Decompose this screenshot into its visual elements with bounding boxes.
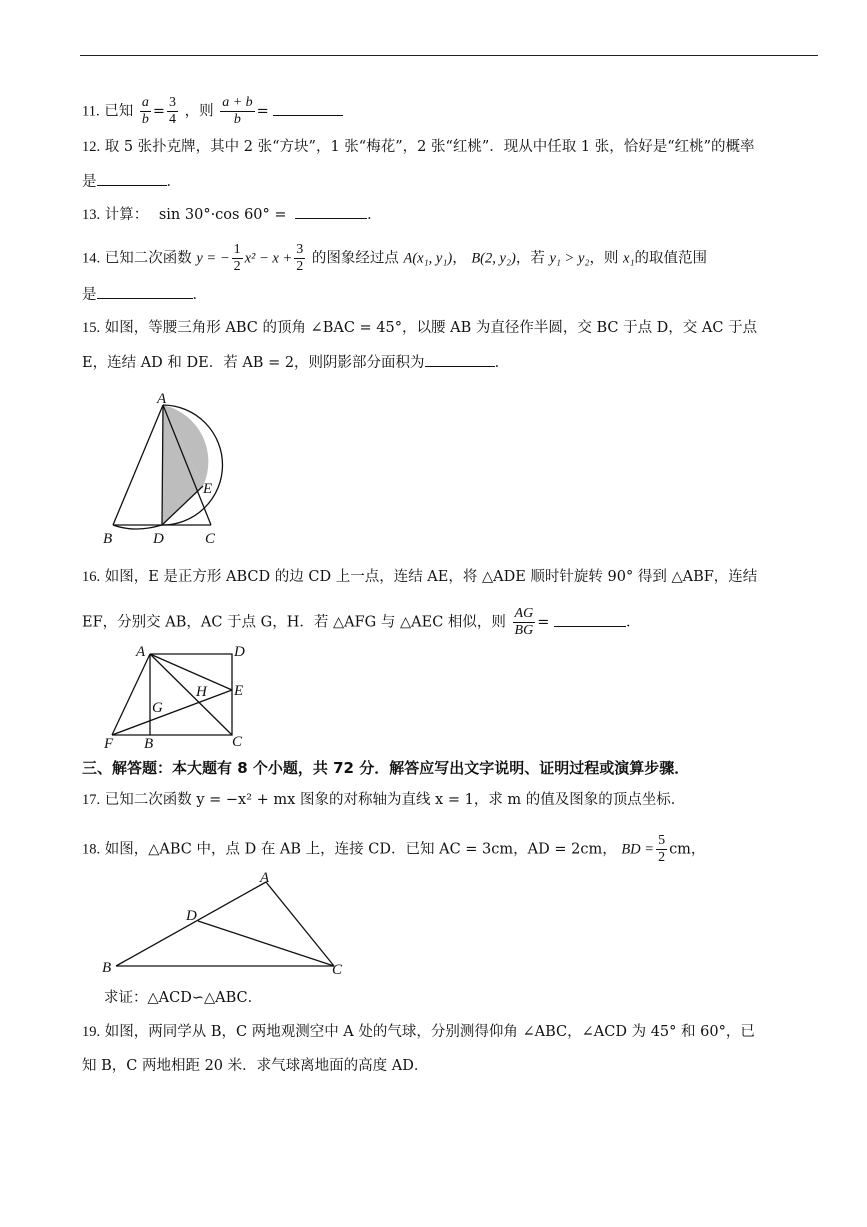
q16-line1: 如图，E 是正方形 ABCD 的边 CD 上一点，连结 AE，将 △ADE 顺时针旋转 90° 得到 △ABF，连结 [104, 569, 758, 585]
question-number: 13. [82, 207, 101, 223]
question-number: 12. [82, 139, 101, 155]
label-b: B [102, 960, 112, 976]
figure-18 [98, 868, 358, 980]
question-18: 18. 如图，△ABC 中，点 D 在 AB 上，连接 CD．已知 AC = 3cm，AD = 2cm， BD = $\frac{5}{2}$ cm， [82, 833, 706, 865]
q11-frac-ab: $\frac{a}{b}$ [141, 95, 149, 127]
q11-text-b: ，则 [184, 103, 214, 120]
answer-blank[interactable] [425, 352, 495, 367]
q18-proof: 求证：△ACD∽△ABC． [104, 990, 263, 1006]
label-g: G [152, 700, 163, 716]
label-a: A [157, 391, 167, 407]
label-d: D [153, 531, 164, 547]
label-a: A [260, 870, 270, 886]
answer-blank[interactable] [97, 171, 167, 186]
q19-line1: 如图，两同学从 B，C 两地观测空中 A 处的气球，分别测得仰角 ∠ABC，∠ACD 为 45° 和 60°，已 [104, 1024, 755, 1040]
question-number: 19. [82, 1024, 101, 1040]
label-a: A [136, 644, 146, 660]
q19-line2: 知 B，C 两地相距 20 米．求气球离地面的高度 AD． [82, 1058, 429, 1074]
q18-text: 如图，△ABC 中，点 D 在 AB 上，连接 CD．已知 AC = 3cm，AD = 2cm， [104, 841, 617, 858]
question-13: 13. 计算： sin 30°·cos 60° = ． [82, 204, 382, 225]
answer-blank[interactable] [554, 612, 626, 627]
label-b: B [103, 531, 113, 547]
q14-expr: y = − [196, 250, 230, 267]
label-e: E [234, 683, 244, 699]
question-19 [82, 1022, 755, 1042]
figure-16 [100, 642, 260, 754]
label-e: E [203, 481, 213, 497]
q13-text: 计算： [104, 207, 149, 223]
question-number: 15. [82, 320, 101, 336]
point-a: A(x₁, y₁) [403, 250, 453, 267]
question-15-line2: E，连结 AD 和 DE．若 AB = 2，则阴影部分面积为 ． [82, 352, 509, 373]
label-c: C [232, 734, 243, 750]
question-14-line2: 是 ． [82, 284, 207, 305]
q11-eq1: = [152, 103, 165, 120]
section-3-heading: 三、解答题：本大题有 8 个小题，共 72 分．解答应写出文字说明、证明过程或演算步骤． [82, 759, 690, 777]
label-c: C [332, 962, 343, 978]
question-number: 16. [82, 569, 101, 585]
question-number: 17. [82, 792, 101, 808]
q17-text: 已知二次函数 y = −x² + mx 图象的对称轴为直线 x = 1，求 m 的值及图象的顶点坐标． [104, 792, 686, 808]
q12-line1: 取 5 张扑克牌，其中 2 张“方块”，1 张“梅花”，2 张“红桃”．现从中任取 1 张，恰好是“红桃”的概率 [104, 139, 755, 155]
label-d: D [234, 644, 245, 660]
answer-blank[interactable] [97, 284, 193, 299]
label-d: D [186, 908, 197, 924]
q11-frac-34: $\frac{3}{4}$ [168, 95, 176, 127]
question-12 [82, 137, 755, 157]
figure-15 [95, 385, 230, 550]
question-19-line2 [82, 1056, 428, 1076]
label-c: C [205, 531, 216, 547]
answer-blank[interactable] [273, 101, 343, 116]
q15-line1: 如图，等腰三角形 ABC 的顶角 ∠BAC = 45°，以腰 AB 为直径作半圆，交 BC 于点 D，交 AC 于点 [104, 320, 758, 336]
label-b: B [144, 736, 154, 752]
answer-blank[interactable] [295, 204, 367, 219]
q13-expression: sin 30°·cos 60° = [158, 207, 287, 223]
question-number: 18. [82, 841, 101, 858]
question-number: 14. [82, 250, 101, 267]
question-17 [82, 790, 685, 810]
question-14: 14. 已知二次函数 y = − $\frac{1}{2}$ x² − x + $\frac{3}{2}$ 的图象经过点 A(x₁, y₁)， B(2, y₂)，若 y₁ > y₂，则 x₁的取值范围 [82, 242, 708, 274]
question-15 [82, 318, 757, 338]
header-rule [80, 55, 818, 56]
question-16 [82, 567, 757, 587]
question-12-line2: 是 ． [82, 171, 181, 192]
question-11 [82, 95, 343, 128]
label-f: F [104, 736, 114, 752]
q16-frac: $\frac{AG}{BG}$ [514, 606, 534, 638]
q11-text-a: 已知 [104, 103, 134, 120]
label-h: H [196, 684, 207, 700]
q11-eq2: = [256, 103, 269, 120]
question-number: 11. [82, 103, 100, 120]
q11-frac-apb: $\frac{a + b}{b}$ [222, 95, 253, 127]
question-16-line2: EF，分别交 AB，AC 于点 G，H．若 △AFG 与 △AEC 相似，则 $\frac{AG}{BG}$ = ． [82, 606, 641, 638]
point-b: B(2, y₂) [471, 250, 516, 267]
